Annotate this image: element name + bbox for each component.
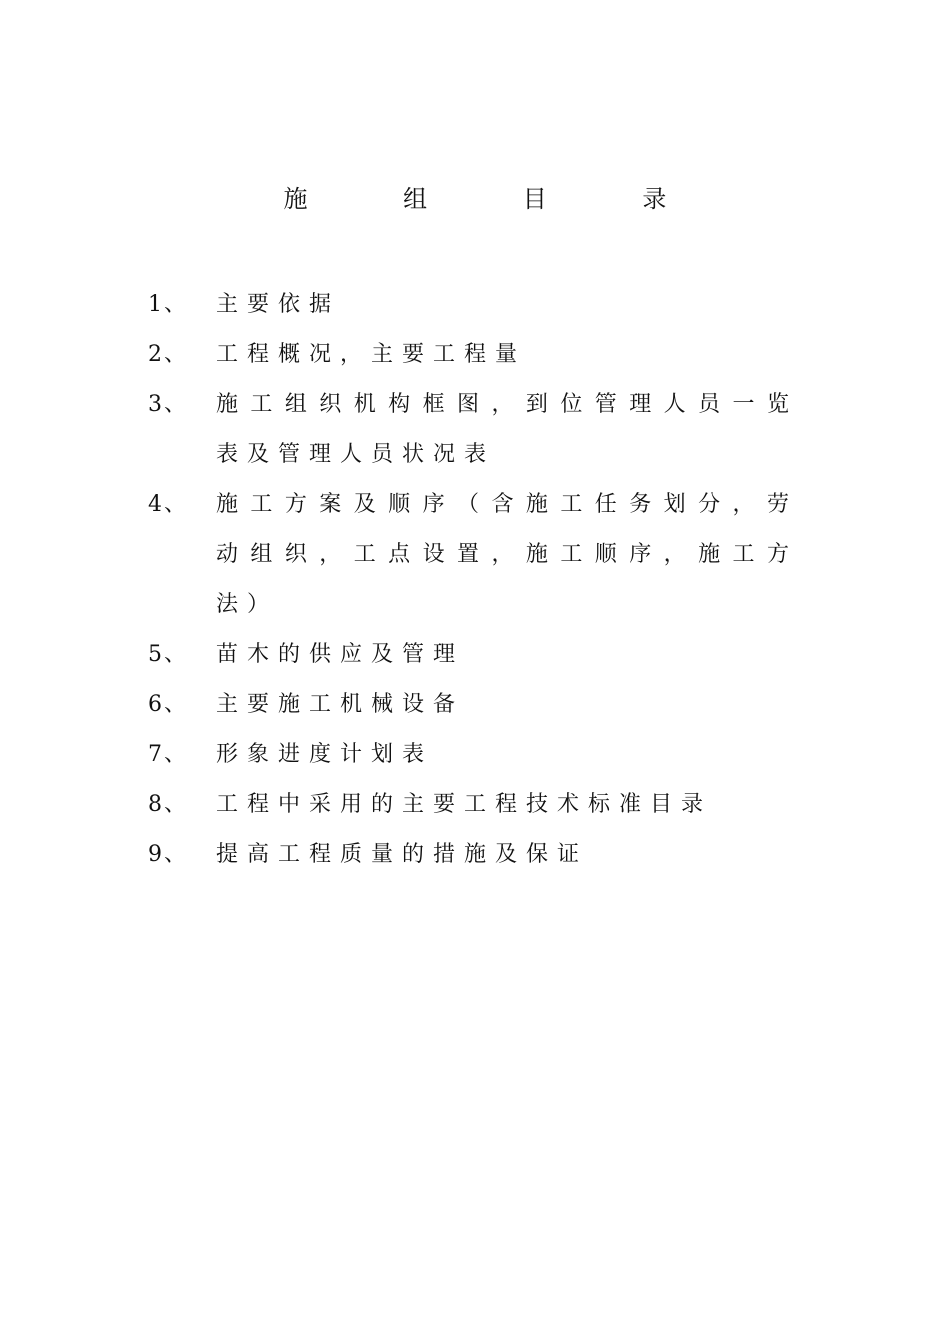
- toc-item-line: 施工方案及顺序（含施工任务划分，劳: [216, 492, 798, 517]
- toc-item-number: 5、: [148, 642, 188, 667]
- toc-item-line: 表及管理人员状况表: [216, 442, 496, 467]
- toc-item-4: [148, 480, 798, 630]
- toc-item-text: [216, 280, 798, 330]
- toc-item-line: 苗木的供应及管理: [216, 642, 465, 667]
- toc-item-number: 8、: [148, 792, 188, 817]
- toc-item-number: 4、: [148, 492, 188, 517]
- toc-item-number: 2、: [148, 342, 188, 367]
- toc-item-line: 工程中采用的主要工程技术标准目录: [216, 792, 713, 817]
- toc-item-line: 形象进度计划表: [216, 742, 434, 767]
- toc-item-2: [148, 330, 798, 380]
- toc-item-7: [148, 730, 798, 780]
- toc-item-8: [148, 780, 798, 830]
- toc-item-text: [216, 630, 798, 680]
- toc-item-9: [148, 830, 798, 880]
- toc-item-1: [148, 280, 798, 330]
- toc-item-text: [216, 780, 798, 830]
- toc-item-text: [216, 480, 798, 630]
- toc-item-number: 9、: [148, 842, 188, 867]
- toc-item-5: [148, 630, 798, 680]
- toc-item-line: 法）: [216, 592, 279, 617]
- toc-item-number: 6、: [148, 692, 188, 717]
- toc-item-6: [148, 680, 798, 730]
- toc-item-line: 主要施工机械设备: [216, 692, 465, 717]
- toc-item-text: [216, 380, 798, 480]
- toc-item-line: 主要依据: [216, 292, 341, 317]
- toc-item-text: [216, 730, 798, 780]
- toc-item-line: 工程概况，主要工程量: [216, 342, 527, 367]
- toc-item-number: 1、: [148, 292, 188, 317]
- toc-item-line: 提高工程质量的措施及保证: [216, 842, 589, 867]
- toc-item-text: [216, 680, 798, 730]
- toc-item-line: 施工组织机构框图，到位管理人员一览: [216, 392, 798, 417]
- toc-item-text: [216, 830, 798, 880]
- toc-item-3: [148, 380, 798, 480]
- toc-item-number: 3、: [148, 392, 188, 417]
- toc-item-line: 动组织，工点设置，施工顺序，施工方: [216, 542, 798, 567]
- toc-item-number: 7、: [148, 742, 188, 767]
- table-of-contents: [148, 280, 798, 880]
- toc-item-text: [216, 330, 798, 380]
- page-title: 施 组 目 录: [283, 185, 711, 213]
